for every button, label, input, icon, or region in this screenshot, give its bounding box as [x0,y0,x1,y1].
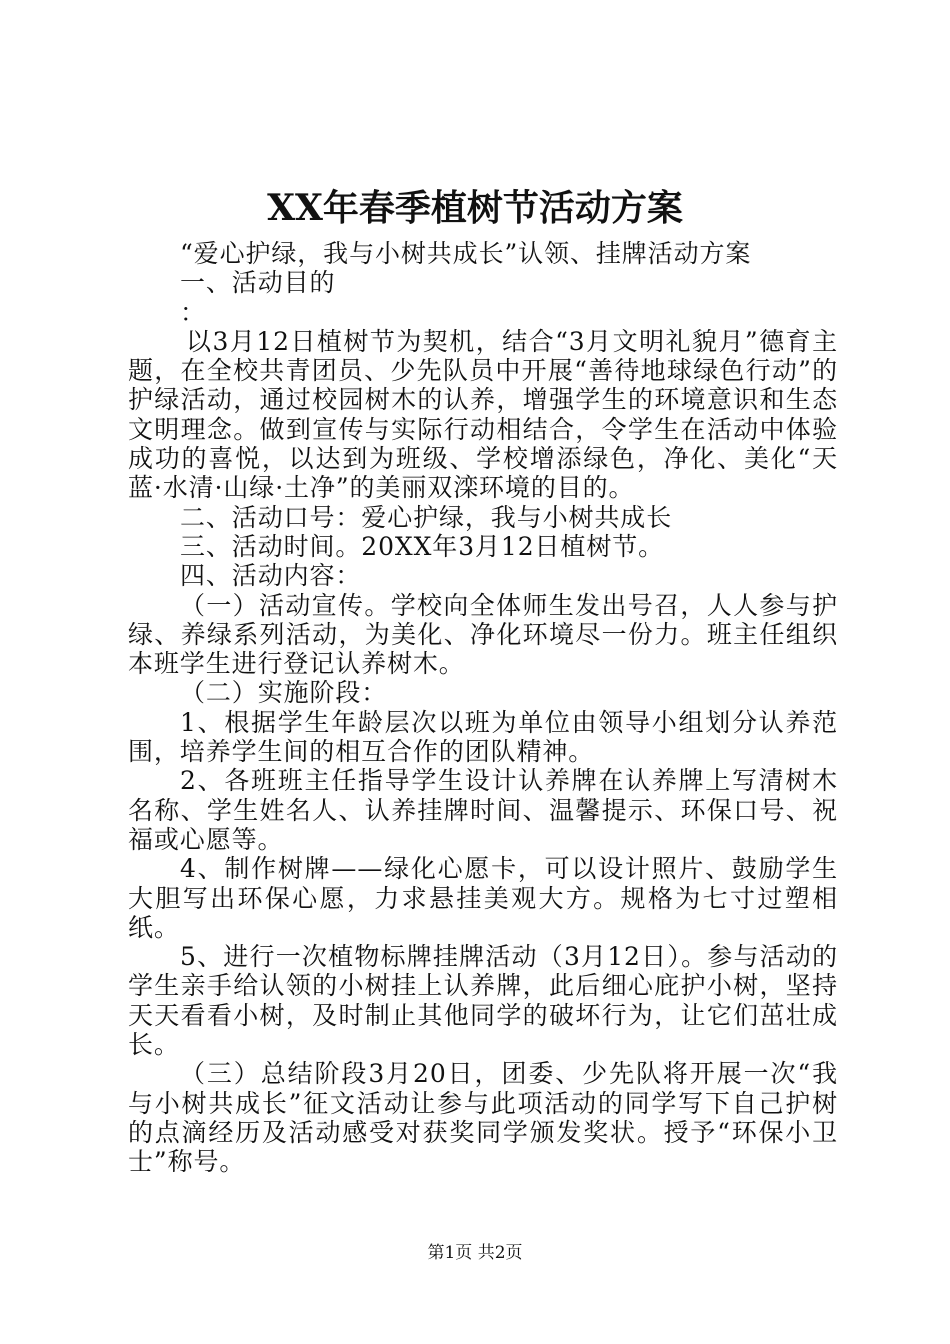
section-heading-time: 三、活动时间。20XX年3月12日植树节。 [180,531,665,561]
section-heading-purpose: 一、活动目的 [180,268,336,298]
implementation-item-5: 5、进行一次植物标牌挂牌活动（3月12日）。参与活动的学生亲手给认领的小树挂上认养牌，此后细心庇护小树，坚持天天看看小树，及时制止其他同学的破坏行为，让它们茁壮成长。 [128,942,838,1060]
document-body [128,239,838,1177]
implementation-item-2: 2、各班班主任指导学生设计认养牌在认养牌上写清树木名称、学生姓名人、认养挂牌时间、温馨提示、环保口号、祝福或心愿等。 [128,766,838,854]
implementation-item-4: 4、制作树牌——绿化心愿卡，可以设计照片、鼓励学生大胆写出环保心愿，力求悬挂美观大方。规格为七寸过塑相纸。 [128,854,838,942]
subtitle-paragraph: “爱心护绿，我与小树共成长”认领、挂牌活动方案 [180,239,752,268]
section-heading-content: 四、活动内容： [180,561,362,591]
colon-line: ： [180,297,206,327]
document-title: XX年春季植树节活动方案 [267,187,683,229]
purpose-paragraph: 以3月12日植树节为契机，结合“3月文明礼貌月”德育主题，在全校共青团员、少先队员中开展“善待地球绿色行动”的护绿活动，通过校园树木的认养，增强学生的环境意识和生态文明理念。做到宣传与实际行动相结合，令学生在活动中体验成功的喜悦，以达到为班级、学校增添绿色，净化、美化“天蓝·水清·山绿·土净”的美丽双滦环境的目的。 [128,326,838,503]
summary-paragraph: （三）总结阶段3月20日，团委、少先队将开展一次“我与小树共成长”征文活动让参与此项活动的同学写下自己护树的点滴经历及活动感受对获奖同学颁发奖状。授予“环保小卫士”称号。 [128,1059,838,1177]
implementation-item-1: 1、根据学生年龄层次以班为单位由领导小组划分认养范围，培养学生间的相互合作的团队精神。 [128,707,838,767]
content-implementation-heading: （二）实施阶段： [180,678,388,708]
content-publicity-paragraph: （一）活动宣传。学校向全体师生发出号召，人人参与护绿、养绿系列活动，为美化、净化环境尽一份力。班主任组织本班学生进行登记认养树木。 [128,590,838,679]
section-heading-slogan: 二、活动口号：爱心护绿，我与小树共成长 [180,502,673,532]
page-footer: 第1页 共2页 [427,1243,523,1263]
